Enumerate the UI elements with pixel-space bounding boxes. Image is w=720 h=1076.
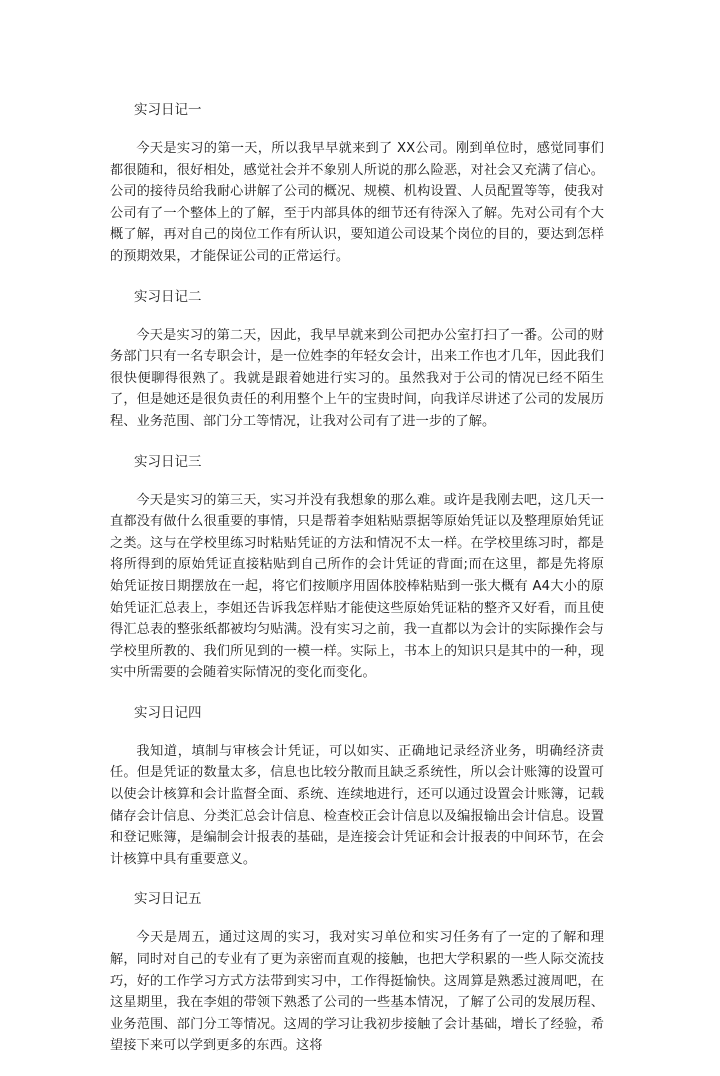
- diary-entry-3: [110, 452, 604, 684]
- diary-entry-5: [110, 889, 604, 1057]
- entry-title: 实习日记四: [134, 704, 202, 721]
- diary-entry-1: [110, 100, 604, 268]
- entry-title: 实习日记五: [134, 891, 202, 908]
- entry-body: 今天是实习的第一天，所以我早早就来到了 XX公司。刚到单位时，感觉同事们都很随和，很好相处，感觉社会并不象别人所说的那么险恶，对社会又充满了信心。公司的接待员给我耐心讲解了公司的概况、规模、机构设置、人员配置等等，使我对公司有了一个整体上的了解，至于内部具体的细节还有待深入了解。先对公司有个大概了解，再对自己的岗位工作有所认识，要知道公司设某个岗位的目的，要达到怎样的预期效果，才能保证公司的正常运行。: [110, 141, 604, 264]
- diary-entry-2: [110, 287, 604, 433]
- entry-body: 今天是实习的第二天，因此，我早早就来到公司把办公室打扫了一番。公司的财务部门只有一名专职会计，是一位姓李的年轻女会计，出来工作也才几年，因此我们很快便聊得很熟了。我就是跟着她进行实习的。虽然我对于公司的情况已经不陌生了，但是她还是很负责任的利用整个上午的宝贵时间，向我详尽讲述了公司的发展历程、业务范围、部门分工等情况，让我对公司有了进一步的了解。: [110, 327, 604, 429]
- entry-body: 我知道，填制与审核会计凭证，可以如实、正确地记录经济业务，明确经济责任。但是凭证的数量太多，信息也比较分散而且缺乏系统性，所以会计账簿的设置可以使会计核算和会计监督全面、系统、连续地进行，还可以通过设置会计账簿，记载储存会计信息、分类汇总会计信息、检查校正会计信息以及编报输出会计信息。设置和登记账簿，是编制会计报表的基础，是连接会计凭证和会计报表的中间环节，在会计核算中具有重要意义。: [110, 743, 604, 867]
- document-page: [110, 100, 604, 1076]
- entry-body: 今天是实习的第三天，实习并没有我想象的那么难。或许是我刚去吧，这几天一直都没有做什么很重要的事情，只是帮着李姐粘贴票据等原始凭证以及整理原始凭证之类。这与在学校里练习时粘贴凭证的方法和情况不太一样。在学校里练习时，都是将所得到的原始凭证直接粘贴到自己所作的会计凭证的背面;而在这里，都是先将原始凭证按日期摆放在一起，将它们按顺序用固体胶棒粘贴到一张大概有 A4大小的原始凭证汇总表上，李姐还告诉我怎样贴才能使这些原始凭证粘的整齐又好看，而且使得汇总表的整张纸都被均匀贴满。没有实习之前，我一直都以为会计的实际操作会与学校里所教的、我们所见到的一模一样。实际上，书本上的知识只是其中的一种，现实中所需要的会随着实际情况的变化而变化。: [110, 492, 604, 681]
- entry-title: 实习日记一: [134, 102, 202, 118]
- diary-entry-4: [110, 703, 604, 871]
- entry-title: 实习日记二: [134, 288, 202, 305]
- entry-title: 实习日记三: [134, 453, 202, 470]
- entry-body: 今天是周五，通过这周的实习，我对实习单位和实习任务有了一定的了解和理解，同时对自己的专业有了更为亲密而直观的接触，也把大学积累的一些人际交流技巧，好的工作学习方式方法带到实习中，工作得挺愉快。这周算是熟悉过渡周吧，在这星期里，我在李姐的带领下熟悉了公司的一些基本情况，了解了公司的发展历程、业务范围、部门分工等情况。这周的学习让我初步接触了会计基础，增长了经验，希望接下来可以学到更多的东西。这将: [110, 930, 604, 1054]
